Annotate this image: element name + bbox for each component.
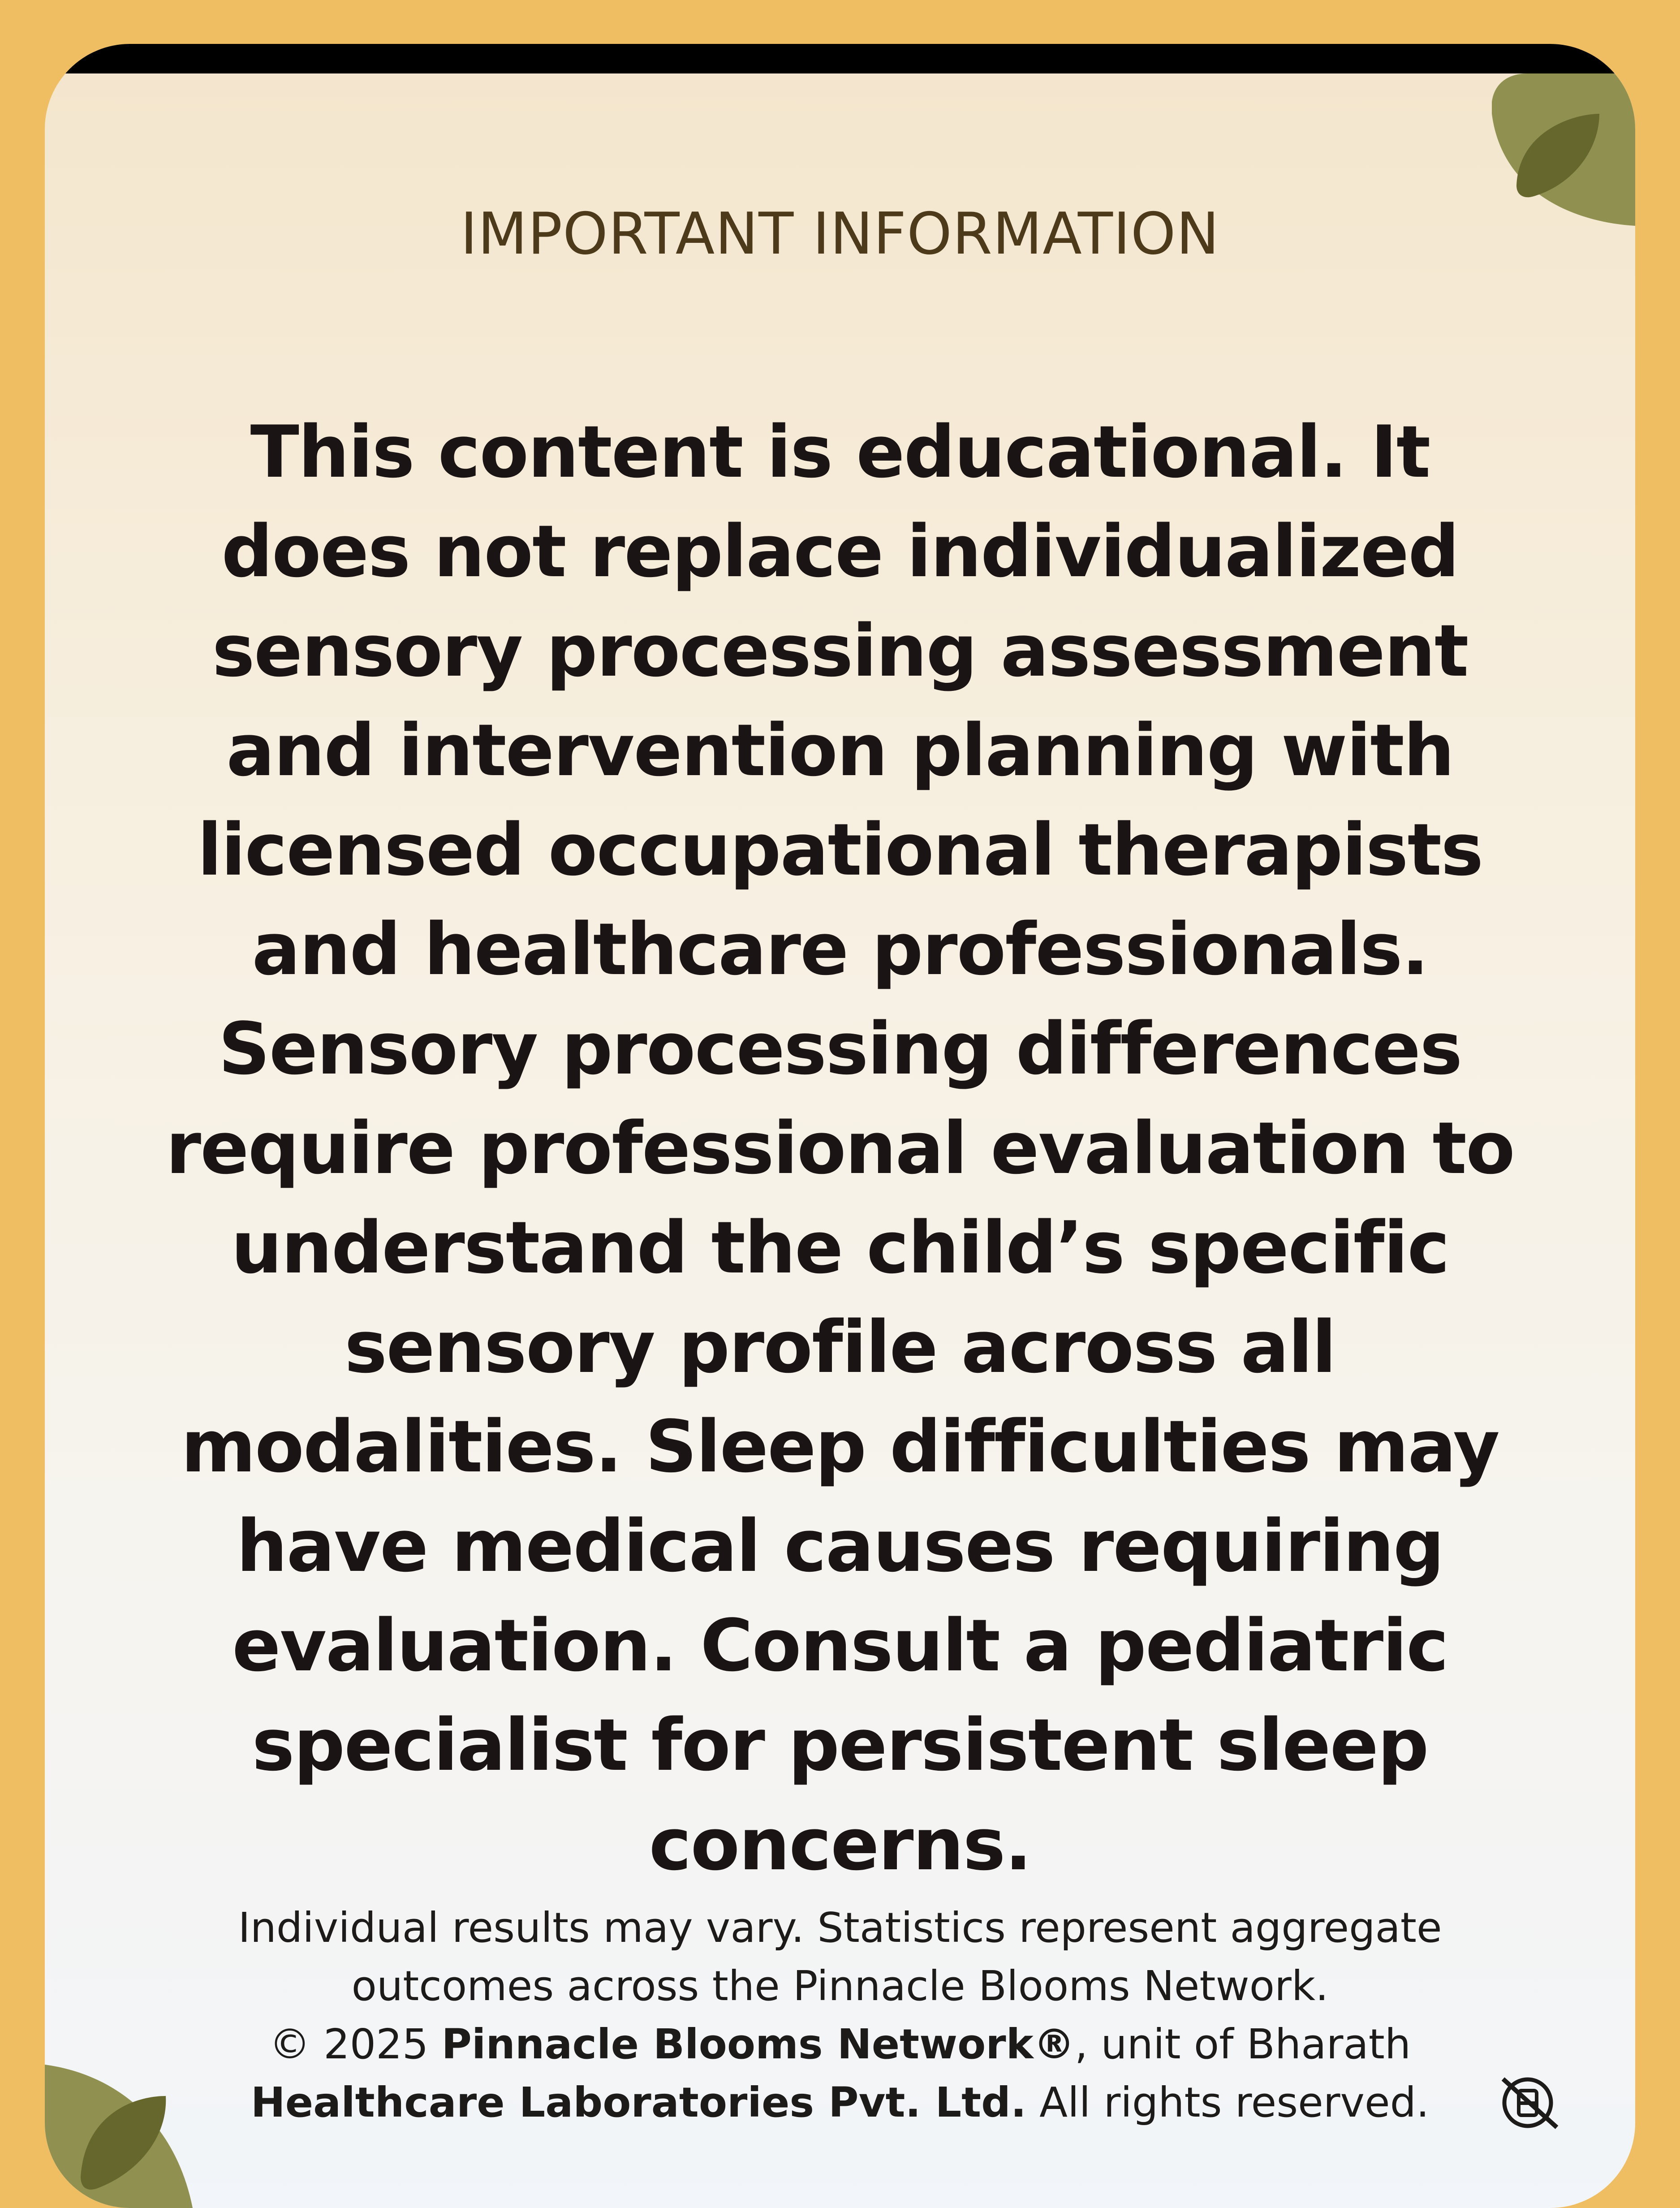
company-name: Healthcare Laboratories Pvt. Ltd.	[250, 2079, 1026, 2126]
unit-text: , unit of Bharath	[1074, 2020, 1411, 2068]
card-top-bar	[45, 44, 1635, 73]
leaf-icon	[45, 2065, 193, 2208]
page-title: IMPORTANT INFORMATION	[460, 201, 1220, 267]
rights-text: All rights reserved.	[1026, 2079, 1430, 2126]
disclaimer-body: This content is educational. It does not replace individualized sensory processing assessment and intervention planning with licensed occupational therapists and healthcare professionals. Sensory processing differences require professional evaluation to understand the child’s specific sensory profile across all modalities. Sleep difficulties may have medical causes requiring evaluation. Consult a pediatric specialist for persistent sleep concerns.	[166, 410, 1514, 1886]
brand-name: Pinnacle Blooms Network®	[441, 2020, 1075, 2068]
no-symbol-icon	[1496, 2069, 1564, 2136]
copyright-prefix: © 2025	[269, 2020, 442, 2068]
footer	[233, 1899, 1447, 2132]
footer-disclaimer: Individual results may vary. Statistics represent aggregate outcomes across the Pinnacle Blooms Network.	[238, 1904, 1442, 2010]
disclaimer-card	[45, 44, 1635, 2208]
